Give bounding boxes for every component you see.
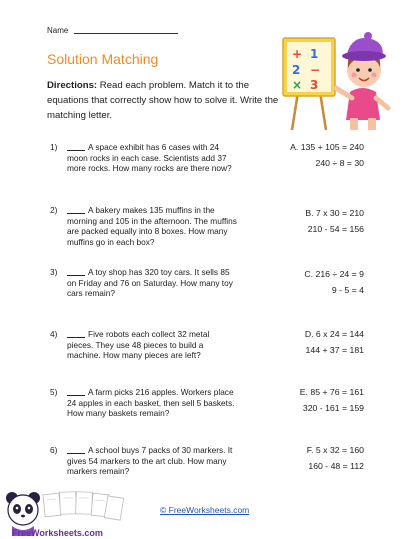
two-symbol: 2 (292, 63, 301, 77)
answer-equation: 210 - 54 = 156 (307, 224, 364, 234)
answer-blank[interactable] (67, 395, 85, 396)
plus-symbol: + (292, 47, 303, 61)
answer-blank[interactable] (67, 213, 85, 214)
times-symbol: × (292, 78, 303, 92)
name-row (47, 26, 178, 35)
freeworksheets-logo (0, 488, 150, 539)
answer-equation: 144 + 37 = 181 (305, 345, 364, 355)
kid-easel-illustration (280, 22, 396, 132)
answer-equation: E. 85 + 76 = 161 (299, 387, 364, 397)
page-title: Solution Matching (47, 51, 159, 67)
answer-c (254, 269, 364, 295)
question-text: A bakery makes 135 muffins in the morning and 105 in the afternoon. The muffins are packed equally into 8 boxes. How many muffins go in each box? (67, 205, 237, 247)
answer-b (254, 208, 364, 234)
question-number: 3) (50, 267, 58, 277)
answer-a (254, 142, 364, 168)
directions (47, 78, 279, 123)
question-number: 1) (50, 142, 58, 152)
answer-equation: A. 135 + 105 = 240 (290, 142, 364, 152)
answer-equation: 9 - 5 = 4 (331, 285, 364, 295)
answer-equation: 240 ÷ 8 = 30 (315, 158, 364, 168)
minus-symbol: − (310, 63, 321, 77)
answer-blank[interactable] (67, 275, 85, 276)
answer-equation: 320 - 161 = 159 (302, 403, 364, 413)
answer-blank[interactable] (67, 150, 85, 151)
answer-d (254, 329, 364, 355)
logo-text: FreeWorksheets.com (12, 528, 103, 538)
question-text: A farm picks 216 apples. Workers place 24 apples in each basket, then sell 5 baskets. How many baskets remain? (67, 387, 235, 418)
question-text: A space exhibit has 6 cases with 24 moon rocks in each case. Scientists add 37 more rocks. How many rocks are there now? (67, 142, 232, 173)
one-symbol: 1 (310, 47, 319, 61)
answer-equation: 160 - 48 = 112 (308, 461, 364, 471)
footer-link-text[interactable]: FreeWorksheets.com (168, 505, 250, 515)
copyright-symbol: © (160, 505, 167, 515)
three-symbol: 3 (310, 78, 319, 92)
directions-label: Directions: (47, 80, 98, 91)
answer-f (254, 445, 364, 471)
answer-e (254, 387, 364, 413)
question-text: Five robots each collect 32 metal pieces. They use 48 pieces to build a machine. How many pieces are left? (67, 329, 210, 360)
question-text: A school buys 7 packs of 30 markers. It gives 54 markers to the art club. How many markers remain? (67, 445, 233, 476)
answer-blank[interactable] (67, 337, 85, 338)
question-number: 2) (50, 205, 58, 215)
question-number: 5) (50, 387, 58, 397)
answer-equation: C. 216 ÷ 24 = 9 (304, 269, 364, 279)
worksheet-stack-icon (43, 492, 124, 520)
answer-equation: F. 5 x 32 = 160 (306, 445, 364, 455)
question-number: 6) (50, 445, 58, 455)
question-text: A toy shop has 320 toy cars. It sells 85 on Friday and 76 on Saturday. How many toy cars remain? (67, 267, 233, 298)
name-line[interactable] (74, 33, 178, 34)
footer-copyright[interactable] (160, 505, 249, 515)
answer-blank[interactable] (67, 453, 85, 454)
answer-equation: B. 7 x 30 = 210 (305, 208, 364, 218)
directions-text: Read each problem. Match it to the equations that correctly show how to solve it. Write the matching letter. (47, 80, 279, 121)
answer-equation: D. 6 x 24 = 144 (304, 329, 364, 339)
name-label: Name (47, 26, 69, 35)
question-number: 4) (50, 329, 58, 339)
